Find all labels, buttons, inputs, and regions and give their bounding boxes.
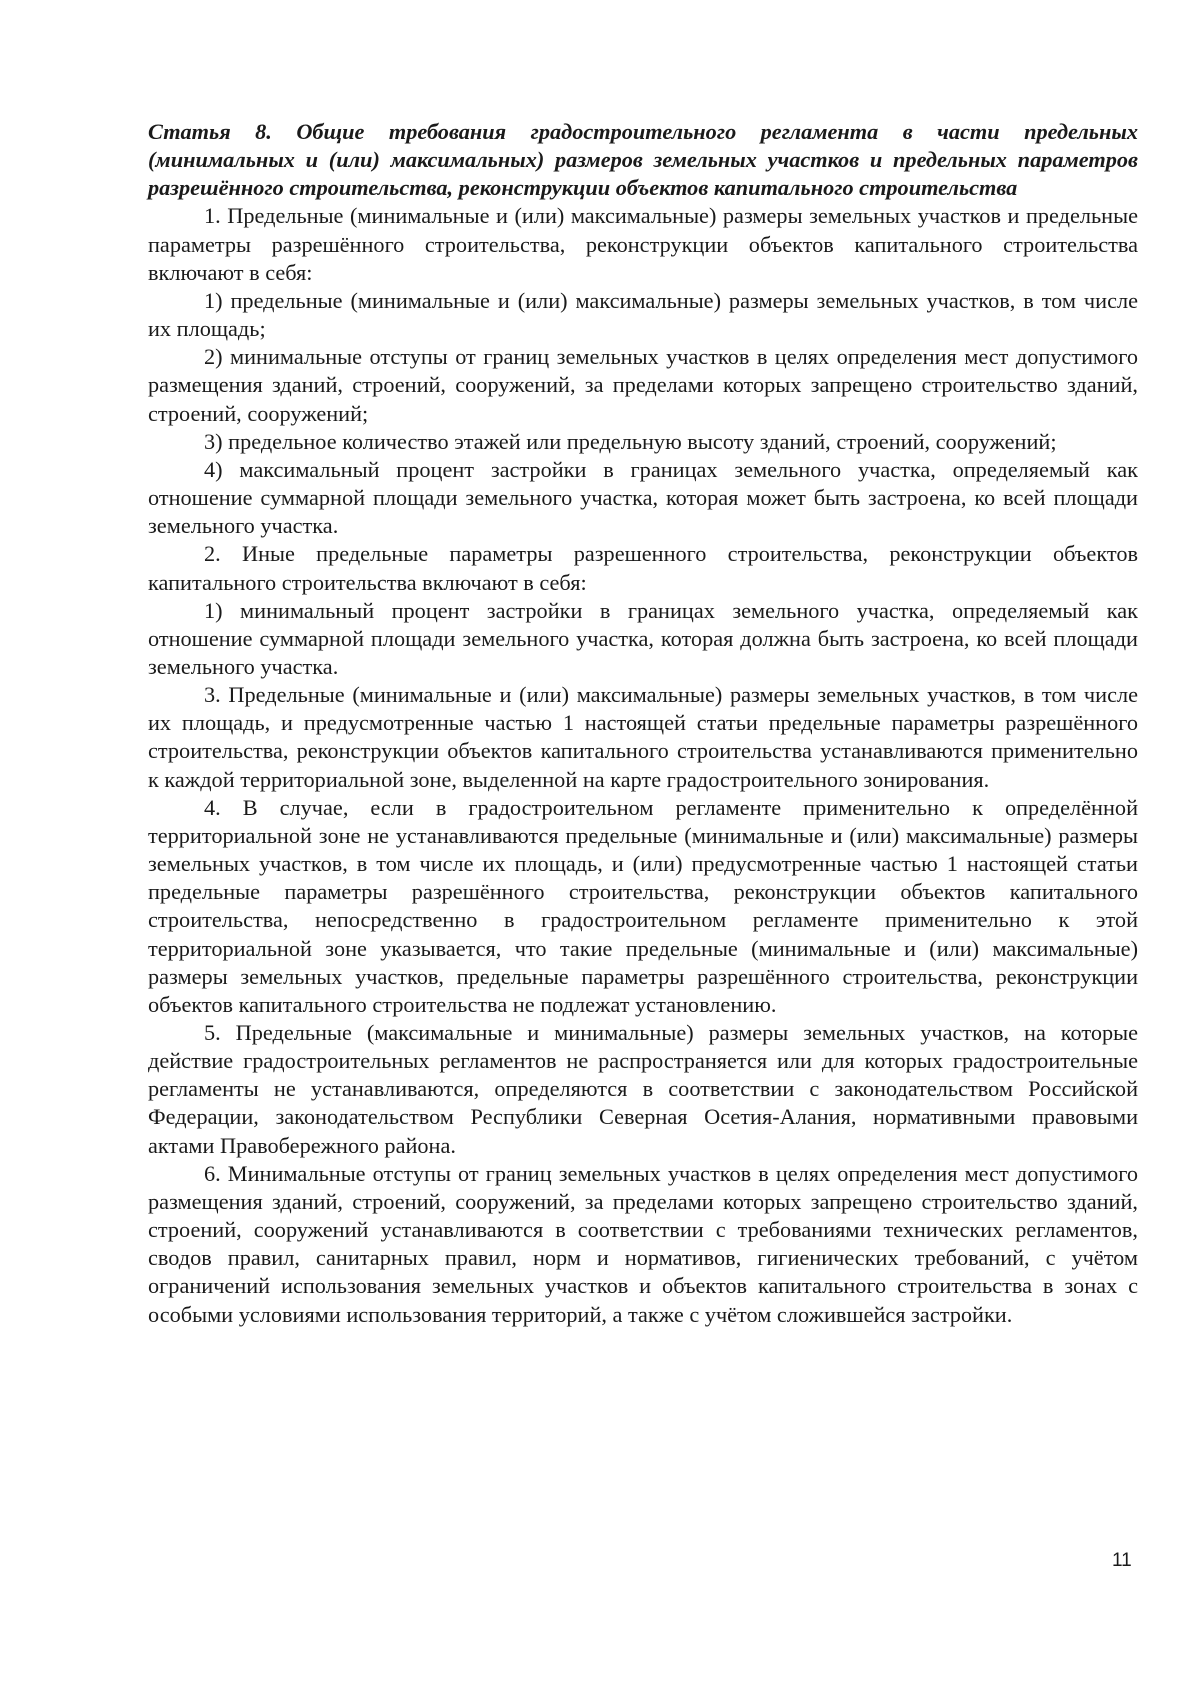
article-heading: Статья 8. Общие требования градостроительного регламента в части предельных (минимальных и (или) максимальных) размеров земельных участков и предельных параметров разрешённого строительства, реконструкции объектов капитального строительства	[148, 119, 1138, 201]
paragraph-item-1-1: 1) предельные (минимальные и (или) максимальные) размеры земельных участков, в том числе их площадь;	[148, 287, 1138, 342]
paragraph-part-1: 1. Предельные (минимальные и (или) максимальные) размеры земельных участков и предельные параметры разрешённого строительства, реконструкции объектов капитального строительства включают в себя:	[148, 203, 1138, 285]
paragraph-part-6: 6. Минимальные отступы от границ земельных участков в целях определения мест допустимого размещения зданий, строений, сооружений, за пределами которых запрещено строительство зданий, строений, сооружений устанавливаются в соответствии с требованиями технических регламентов, сводов правил, санитарных правил, норм и нормативов, гигиенических требований, с учётом ограничений использования земельных участков и объектов капитального строительства в зонах с особыми условиями использования территорий, а также с учётом сложившейся застройки.	[148, 1160, 1138, 1327]
paragraph-item-1-3: 3) предельное количество этажей или предельную высоту зданий, строений, сооружений;	[204, 428, 1057, 454]
page-number: 11	[1112, 1550, 1132, 1571]
paragraph-part-4: 4. В случае, если в градостроительном регламенте применительно к определённой территориальной зоне не устанавливаются предельные (минимальные и (или) максимальные) размеры земельных участков, в том числе их площадь, и (или) предусмотренные частью 1 настоящей статьи предельные параметры разрешённого строительства, реконструкции объектов капитального строительства, непосредственно в градостроительном регламенте применительно к этой территориальной зоне указывается, что такие предельные (минимальные и (или) максимальные) размеры земельных участков, предельные параметры разрешённого строительства, реконструкции объектов капитального строительства не подлежат установлению.	[148, 794, 1138, 1017]
paragraph-part-5: 5. Предельные (максимальные и минимальные) размеры земельных участков, на которые действие градостроительных регламентов не распространяется или для которых градостроительные регламенты не устанавливаются, определяются в соответствии с законодательством Российской Федерации, законодательством Республики Северная Осетия-Алания, нормативными правовыми актами Правобережного района.	[148, 1020, 1138, 1158]
paragraph-item-1-4: 4) максимальный процент застройки в границах земельного участка, определяемый как отношение суммарной площади земельного участка, которая может быть застроена, ко всей площади земельного участка.	[148, 456, 1138, 539]
paragraph-item-2-1: 1) минимальный процент застройки в границах земельного участка, определяемый как отношение суммарной площади земельного участка, которая должна быть застроена, ко всей площади земельного участка.	[148, 597, 1138, 679]
paragraph-part-3: 3. Предельные (минимальные и (или) максимальные) размеры земельных участков, в том числе их площадь, и предусмотренные частью 1 настоящей статьи предельные параметры разрешённого строительства, реконструкции объектов капитального строительства устанавливаются применительно к каждой территориальной зоне, выделенной на карте градостроительного зонирования.	[148, 682, 1138, 792]
paragraph-part-2: 2. Иные предельные параметры разрешенного строительства, реконструкции объектов капитального строительства включают в себя:	[148, 541, 1138, 595]
document-page	[148, 118, 1138, 1329]
paragraph-item-1-2: 2) минимальные отступы от границ земельных участков в целях определения мест допустимого размещения зданий, строений, сооружений, за пределами которых запрещено строительство зданий, строений, сооружений;	[148, 344, 1138, 426]
